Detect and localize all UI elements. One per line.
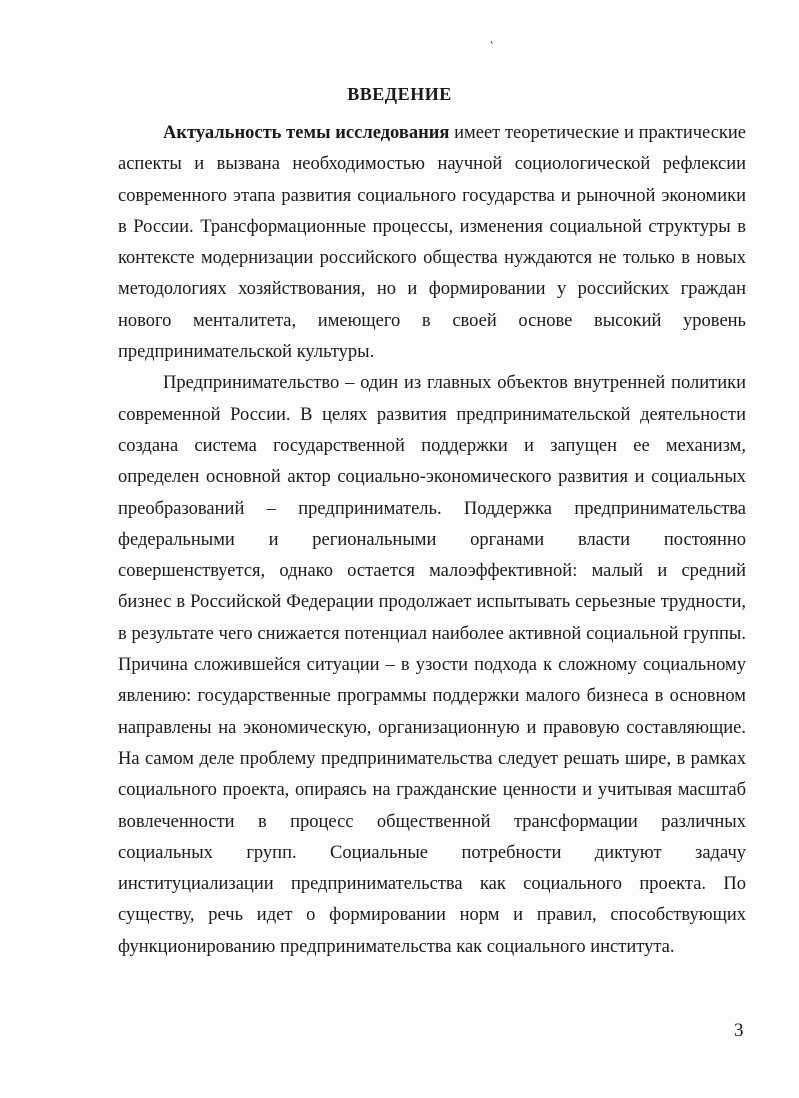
paragraph-1-text: имеет теоретические и практические аспекты и вызвана необходимостью научной социологической рефлексии современного этапа развития социального государства и рыночной экономики в России. Трансформационные процессы, изменения социальной структуры в контексте модернизации российского общества нуждаются не только в новых методологиях хозяйствования, но и формировании у российских граждан нового менталитета, имеющего в своей основе высокий уровень предпринимательской культуры. (118, 123, 746, 363)
paragraph-1-lead: Актуальность темы исследования (163, 123, 450, 143)
page-number: 3 (734, 1020, 744, 1041)
body-text (118, 118, 746, 963)
scan-mark: ˛ (490, 30, 494, 44)
paragraph-2: Предпринимательство – один из главных объектов внутренней политики современной России. В целях развития предпринимательской деятельности создана система государственной поддержки и запущен ее механизм, определен основной актор социально-экономического развития и социальных преобразований – предприниматель. Поддержка предпринимательства федеральными и региональными органами власти постоянно совершенствуется, однако остается малоэффективной: малый и средний бизнес в Российской Федерации продолжает испытывать серьезные трудности, в результате чего снижается потенциал наиболее активной социальной группы. Причина сложившейся ситуации – в узости подхода к сложному социальному явлению: государственные программы поддержки малого бизнеса в основном направлены на экономическую, организационную и правовую составляющие. На самом деле проблему предпринимательства следует решать шире, в рамках социального проекта, опираясь на гражданские ценности и учитывая масштаб вовлеченности в процесс общественной трансформации различных социальных групп. Социальные потребности диктуют задачу институциализации предпринимательства как социального проекта. По существу, речь идет о формировании норм и правил, способствующих функционированию предпринимательства как социального института. (118, 373, 746, 957)
page-title: ВВЕДЕНИЕ (347, 84, 452, 104)
paragraph-1 (118, 118, 746, 368)
